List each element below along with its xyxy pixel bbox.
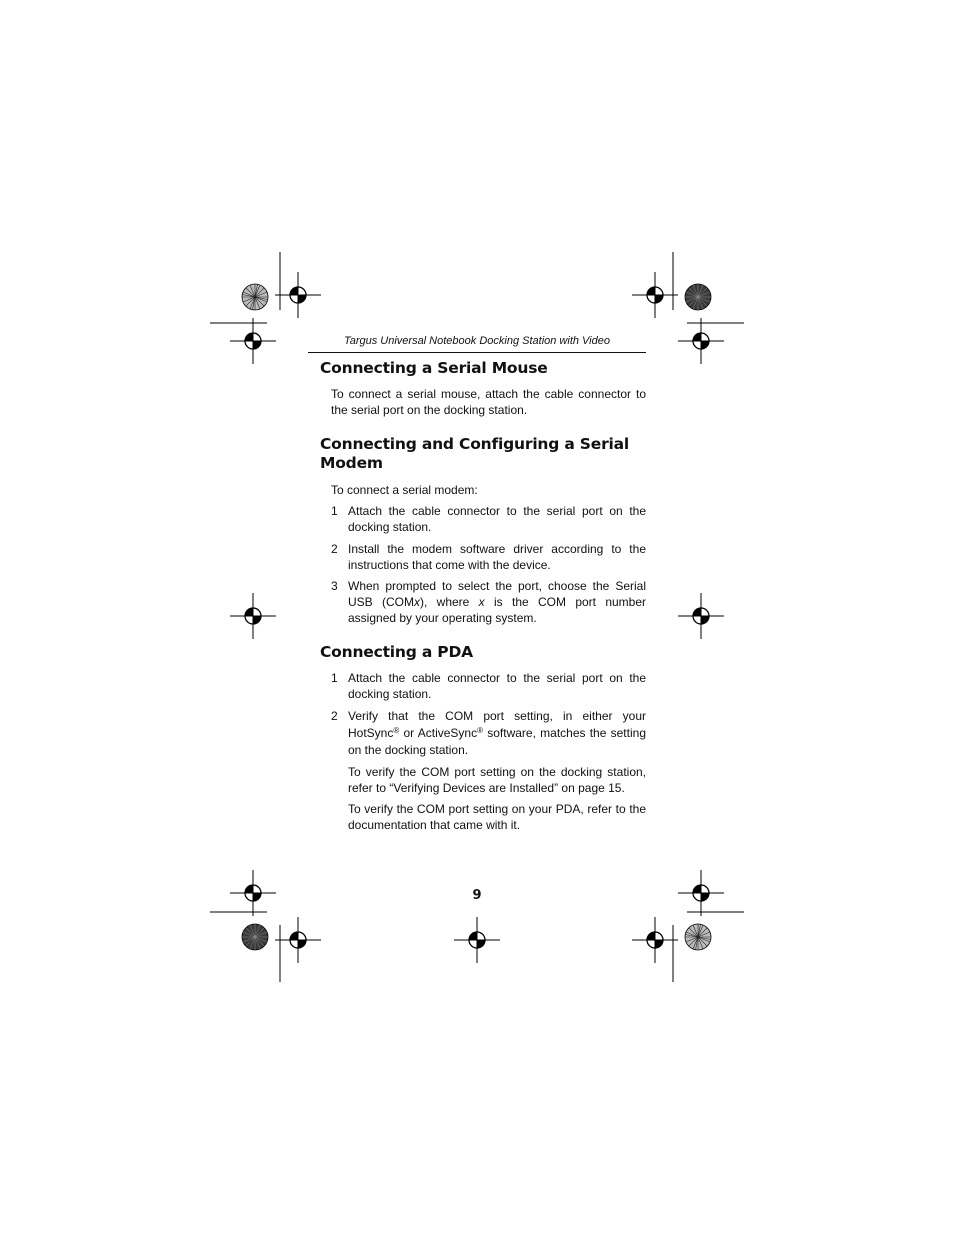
running-head: Targus Universal Notebook Docking Station with Video [344,335,610,347]
modem-step-2-text: Install the modem software driver according to the instructions that come with the device. [348,542,646,572]
heading-serial-modem-line1: Connecting and Configuring a Serial [320,435,630,453]
modem-step-1-text: Attach the cable connector to the serial port on the docking station. [348,504,646,534]
pda-step-1-text: Attach the cable connector to the serial port on the docking station. [348,671,646,701]
pda-step-1-number: 1 [331,671,338,685]
modem-step-1-number: 1 [331,504,338,518]
page-number: 9 [472,888,482,903]
heading-pda: Connecting a PDA [320,643,473,661]
pda-step-2-text: Verify that the COM port setting, in either your HotSync® or ActiveSync® software, matches the setting on the docking station. [348,709,646,757]
header-rule [308,352,646,353]
pda-note-pda-documentation: To verify the COM port setting on your PDA, refer to the documentation that came with it. [348,802,646,832]
modem-step-2-number: 2 [331,542,338,556]
pda-step-2-number: 2 [331,709,338,723]
modem-step-3-text: When prompted to select the port, choose the Serial USB (COMx), where x is the COM port number assigned by your operating system. [348,579,647,625]
pda-note-docking-station: To verify the COM port setting on the docking station, refer to “Verifying Devices are Installed” on page 15. [348,765,646,795]
heading-serial-mouse: Connecting a Serial Mouse [320,359,548,377]
mouse-body: To connect a serial mouse, attach the cable connector to the serial port on the docking station. [331,387,646,417]
heading-serial-modem-line2: Modem [320,454,383,472]
modem-step-3-number: 3 [331,579,338,593]
modem-intro: To connect a serial modem: [331,483,478,497]
